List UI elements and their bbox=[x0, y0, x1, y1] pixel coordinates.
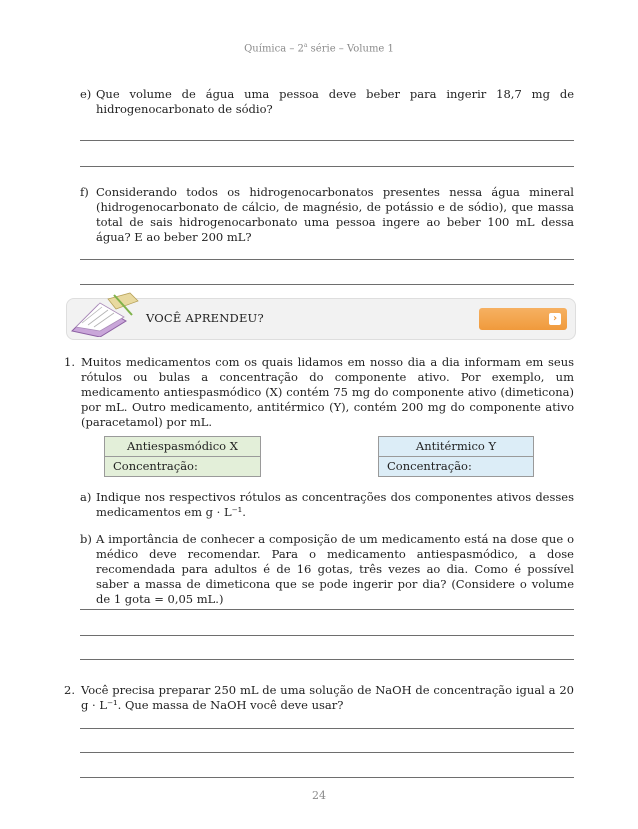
question-2-text: Você precisa preparar 250 mL de uma solução de NaOH de concentração igual a 20 g · L⁻¹. Que massa de NaOH você deve usar? bbox=[81, 683, 574, 712]
question-2 bbox=[64, 683, 574, 713]
books-illustration-icon bbox=[68, 291, 148, 337]
answer-line[interactable] bbox=[80, 635, 574, 636]
question-1a bbox=[80, 490, 574, 520]
question-1-number: 1. bbox=[64, 355, 75, 369]
question-e bbox=[80, 87, 574, 117]
question-e-text: Que volume de água uma pessoa deve beber para ingerir 18,7 mg de hidrogenocarbonato de sódio? bbox=[96, 87, 574, 116]
question-f bbox=[80, 185, 574, 245]
question-1b bbox=[80, 532, 574, 607]
question-1 bbox=[64, 355, 574, 430]
banner-tab bbox=[479, 308, 567, 330]
answer-line[interactable] bbox=[80, 284, 574, 285]
question-f-text: Considerando todos os hidrogenocarbonatos presentes nessa água mineral (hidrogenocarbonato de cálcio, de magnésio, de potássio e de sódio), que massa total de sais hidrogenocarbonato uma pessoa ingere ao beber 100 mL dessa água? E ao beber 200 mL? bbox=[96, 185, 574, 244]
answer-line[interactable] bbox=[80, 259, 574, 260]
answer-line[interactable] bbox=[80, 659, 574, 660]
answer-line[interactable] bbox=[80, 728, 574, 729]
question-1b-label: b) bbox=[80, 532, 92, 546]
question-1a-label: a) bbox=[80, 490, 92, 504]
answer-line[interactable] bbox=[80, 166, 574, 167]
answer-line[interactable] bbox=[80, 140, 574, 141]
label-y-box bbox=[378, 436, 534, 477]
section-title: VOCÊ APRENDEU? bbox=[146, 311, 264, 325]
page-number: 24 bbox=[312, 789, 326, 802]
answer-line[interactable] bbox=[80, 609, 574, 610]
question-2-number: 2. bbox=[64, 683, 75, 697]
chevron-right-icon: › bbox=[549, 313, 561, 325]
label-y-concentration[interactable]: Concentração: bbox=[387, 459, 472, 473]
running-header: Química – 2$^a$ série – Volume 1 bbox=[244, 42, 394, 55]
question-e-label: e) bbox=[80, 87, 92, 101]
question-f-label: f) bbox=[80, 185, 89, 199]
label-x-title: Antiespasmódico X bbox=[105, 437, 260, 457]
label-y-title: Antitérmico Y bbox=[379, 437, 533, 457]
answer-line[interactable] bbox=[80, 777, 574, 778]
answer-line[interactable] bbox=[80, 752, 574, 753]
label-x-box bbox=[104, 436, 261, 477]
label-x-concentration[interactable]: Concentração: bbox=[113, 459, 198, 473]
question-1-text: Muitos medicamentos com os quais lidamos em nosso dia a dia informam em seus rótulos ou bulas a concentração do componente ativo. Por exemplo, um medicamento antiespasmódico (X) contém 75 mg do componente ativo (dimeticona) por mL. Outro medicamento, antitérmico (Y), contém 200 mg do componente ativo (paracetamol) por mL. bbox=[81, 355, 574, 429]
question-1a-text: Indique nos respectivos rótulos as concentrações dos componentes ativos desses medicamentos em g · L⁻¹. bbox=[96, 490, 574, 519]
question-1b-text: A importância de conhecer a composição de um medicamento está na dose que o médico deve recomendar. Para o medicamento antiespasmódico, a dose recomendada para adultos é de 16 gotas, três vezes ao dia. Como é possível saber a massa de dimeticona que se pode ingerir por dia? (Considere o volume de 1 gota = 0,05 mL.) bbox=[96, 532, 574, 606]
